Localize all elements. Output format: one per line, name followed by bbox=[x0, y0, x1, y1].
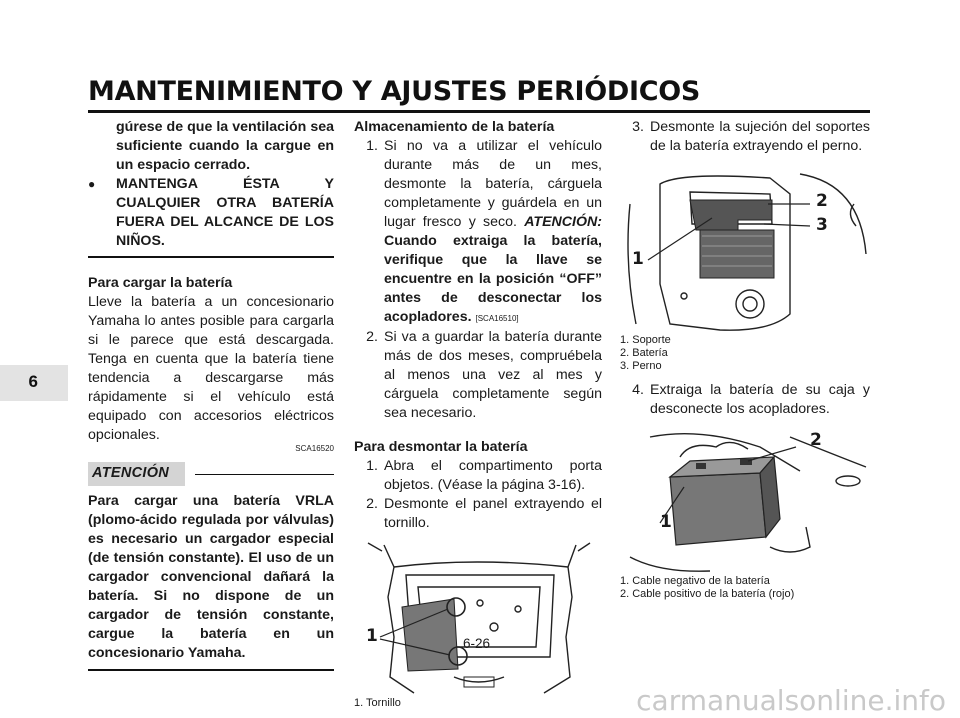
atencion-text: Para cargar una batería VRLA (plomo-ácido regulada por válvulas) es necesario un cargador especial (de tensión constante). El uso de un cargador convencional dañará la batería. Si no dispone de un cargador de tensión constante, cargue la batería en un concesionario Yamaha. bbox=[88, 493, 334, 661]
column-right bbox=[620, 118, 870, 601]
chapter-number: 6 bbox=[28, 372, 38, 391]
atencion-label: ATENCIÓN bbox=[88, 462, 185, 486]
step-text bbox=[384, 137, 602, 328]
column-left bbox=[88, 118, 334, 671]
caption-item: 2. Cable positivo de la batería (rojo) bbox=[620, 588, 795, 600]
storage-step-1 bbox=[354, 137, 602, 328]
page-number: 6-26 bbox=[463, 636, 491, 651]
removal-step-3 bbox=[620, 118, 870, 156]
step-text: Desmonte la sujeción del soportes de la batería extrayendo el perno. bbox=[650, 119, 870, 154]
step-number: 2. bbox=[366, 496, 378, 512]
step-number: 1. bbox=[366, 138, 378, 154]
figure-callout: 1 bbox=[660, 512, 672, 532]
step-number: 3. bbox=[632, 119, 644, 135]
section-title-removal: Para desmontar la batería bbox=[354, 439, 528, 455]
scooter-panel-illustration bbox=[354, 537, 602, 697]
step-text: Desmonte el panel extrayendo el tornillo. bbox=[384, 496, 602, 531]
column-middle bbox=[354, 118, 602, 710]
step-text: Extraiga la batería de su caja y desconecte los acopladores. bbox=[650, 382, 870, 417]
figure-caption: 1. Tornillo bbox=[354, 697, 401, 709]
figure-callout: 3 bbox=[816, 215, 828, 235]
figure-callout: 1 bbox=[632, 249, 644, 269]
section-body-charging: Lleve la batería a un concesionario Yamaha lo antes posible para cargarla si le parece que está descargada. Tenga en cuenta que la batería tiene tendencia a descargarse más rápidamente si el vehículo está equipado con accesorios eléctricos opcionales. bbox=[88, 294, 334, 443]
caption-item: 1. Cable negativo de la batería bbox=[620, 575, 770, 587]
page-title: MANTENIMIENTO Y AJUSTES PERIÓDICOS bbox=[88, 76, 701, 107]
figure-caption-list bbox=[620, 334, 870, 373]
step1-atencion: ATENCIÓN: bbox=[524, 214, 602, 230]
step-number: 1. bbox=[366, 458, 378, 474]
bullet-icon: ● bbox=[88, 177, 96, 191]
step1-plain: Si no va a utilizar el vehículo durante más de un mes, desmonte la batería, cárguela completamente y guárdela en un lugar fresco y seco. bbox=[384, 138, 602, 230]
reference-code: SCA16520 bbox=[295, 444, 334, 453]
chapter-tab bbox=[0, 365, 68, 401]
storage-step-2 bbox=[354, 328, 602, 423]
caption-item: 2. Batería bbox=[620, 347, 668, 359]
warning-end-rule bbox=[88, 256, 334, 258]
watermark: carmanualsonline.info bbox=[636, 684, 946, 717]
removal-step-4 bbox=[620, 381, 870, 419]
removal-step-2 bbox=[354, 495, 602, 533]
figure-callout: 1 bbox=[366, 626, 378, 646]
step-number: 4. bbox=[632, 382, 644, 398]
atencion-header bbox=[88, 462, 334, 486]
figure-caption-list bbox=[620, 575, 870, 601]
step1-bold: Cuando extraiga la batería, verifique que la llave se encuentre en la posición “OFF” antes de desconectar los acopladores. bbox=[384, 233, 602, 325]
caption-item: 1. Soporte bbox=[620, 334, 671, 346]
figure-callout: 2 bbox=[810, 430, 822, 450]
removal-step-1 bbox=[354, 457, 602, 495]
step-text: Abra el compartimento porta objetos. (Véase la página 3-16). bbox=[384, 458, 602, 493]
step-number: 2. bbox=[366, 329, 378, 345]
step1-code: [SCA16510] bbox=[475, 314, 519, 323]
atencion-end-rule bbox=[88, 669, 334, 671]
atencion-rule bbox=[195, 474, 334, 475]
section-title-storage: Almacenamiento de la batería bbox=[354, 119, 555, 135]
battery-removal-illustration bbox=[620, 427, 870, 575]
step-text: Si va a guardar la batería durante más de dos meses, compruébela al menos una vez al mes y cárguela completamente según sea necesario. bbox=[384, 329, 602, 421]
section-title-charging: Para cargar la batería bbox=[88, 275, 233, 291]
title-rule bbox=[88, 110, 870, 113]
battery-bracket-illustration bbox=[620, 164, 870, 334]
warning-continuation: gúrese de que la ventilación sea suficiente cuando la cargue en un espacio cerrado. bbox=[116, 119, 334, 173]
warning-bullet-text: MANTENGA ÉSTA Y CUALQUIER OTRA BATERÍA FUERA DEL ALCANCE DE LOS NIÑOS. bbox=[116, 176, 334, 249]
caption-item: 3. Perno bbox=[620, 360, 662, 372]
figure-battery-bracket bbox=[620, 164, 870, 334]
warning-bullet bbox=[88, 175, 334, 251]
figure-battery-removal bbox=[620, 427, 870, 575]
figure-panel-screw bbox=[354, 537, 602, 697]
figure-callout: 2 bbox=[816, 191, 828, 211]
